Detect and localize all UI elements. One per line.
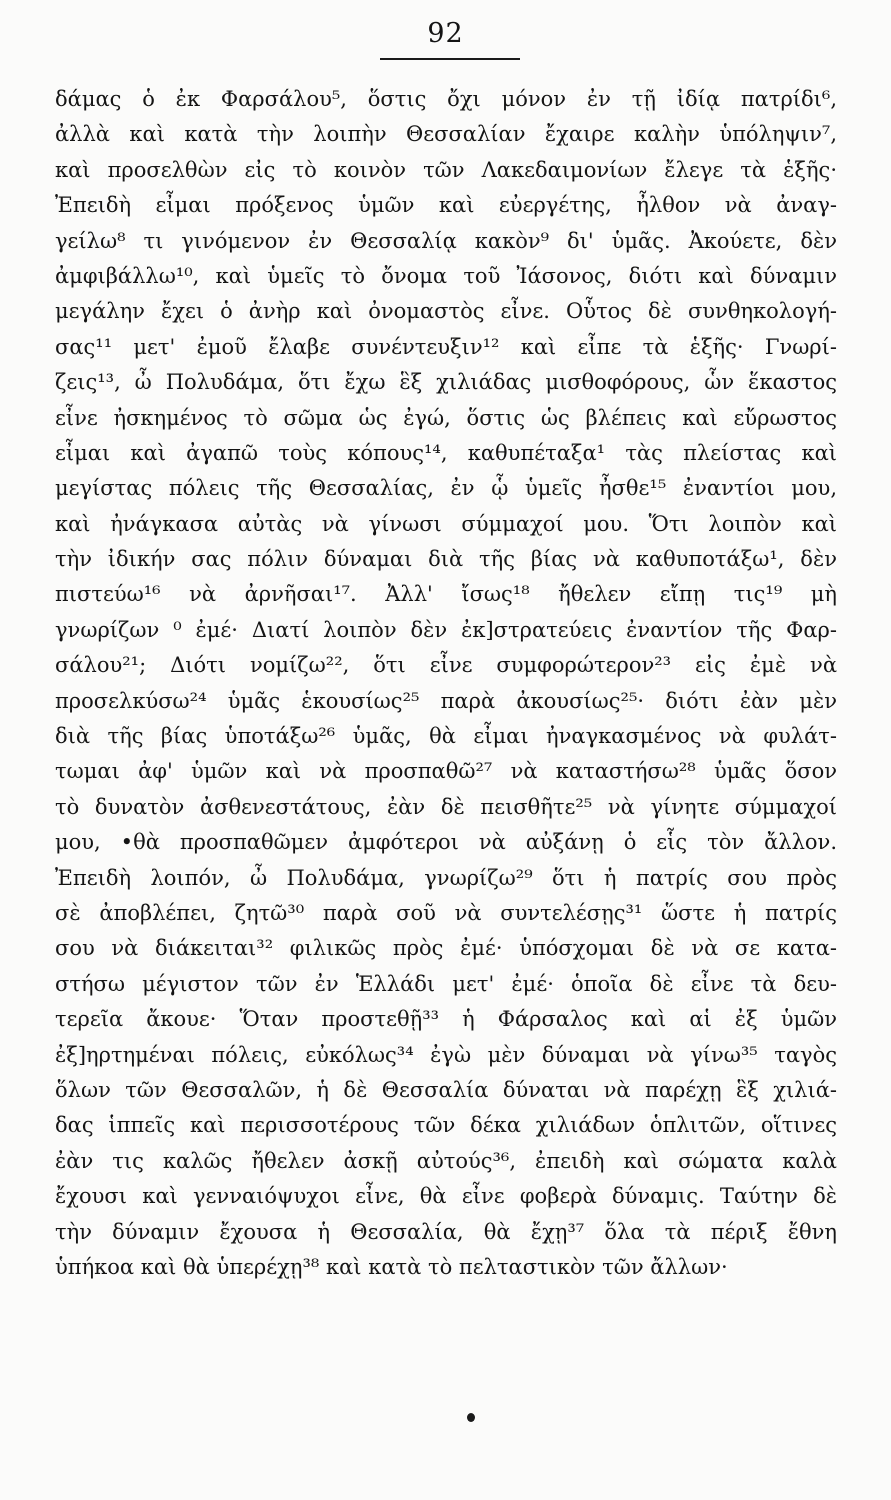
text-line: εἶνε ἠσκημένος τὸ σῶμα ὡς ἐγώ, ὅστις ὡς βλέπεις καὶ εὔρωστος [55,405,837,430]
text-line: καὶ ἠνάγκασα αὐτὰς νὰ γίνωσι σύμμαχοί μου. Ὅτι λοιπὸν καὶ [55,511,837,536]
text-line: σὲ ἀποβλέπει, ζητῶ³⁰ παρὰ σοῦ νὰ συντελέσῃς³¹ ὥστε ἡ πατρίς [55,900,837,925]
ink-dot [467,1413,475,1422]
page-number: 92 [427,18,464,49]
text-line: δας ἱππεῖς καὶ περισσοτέρους τῶν δέκα χιλιάδων ὁπλιτῶν, οἵτινες [55,1113,837,1138]
text-line: ὅλων τῶν Θεσσαλῶν, ἡ δὲ Θεσσαλία δύναται νὰ παρέχῃ ἓξ χιλιά- [55,1077,837,1102]
text-line: στήσω μέγιστον τῶν ἐν Ἑλλάδι μετ' ἐμέ· ὁποῖα δὲ εἶνε τὰ δευ- [55,971,837,996]
text-line: ἐξ]ηρτημέναι πόλεις, εὐκόλως³⁴ ἐγὼ μὲν δύναμαι νὰ γίνω³⁵ ταγὸς [55,1042,837,1067]
text-line: εἶμαι καὶ ἀγαπῶ τοὺς κόπους¹⁴, καθυπέταξα¹ τὰς πλείστας καὶ [55,440,837,465]
text-line: ὑπήκοα καὶ θὰ ὑπερέχῃ³⁸ καὶ κατὰ τὸ πελταστικὸν τῶν ἄλλων· [55,1254,728,1279]
text-line: σάλου²¹; Διότι νομίζω²², ὅτι εἶνε συμφορώτερον²³ εἰς ἐμὲ νὰ [55,653,837,678]
text-line: τὸ δυνατὸν ἀσθενεστάτους, ἐὰν δὲ πεισθῆτε²⁵ νὰ γίνητε σύμμαχοί [55,794,837,819]
text-line: μεγίστας πόλεις τῆς Θεσσαλίας, ἐν ᾧ ὑμεῖς ἦσθε¹⁵ ἐναντίοι μου, [55,476,837,501]
text-line: ἐὰν τις καλῶς ἤθελεν ἀσκῇ αὐτούς³⁶, ἐπειδὴ καὶ σώματα καλὰ [55,1148,837,1173]
text-line: δάμας ὁ ἐκ Φαρσάλου⁵, ὅστις ὄχι μόνον ἐν τῇ ἰδίᾳ πατρίδι⁶, [55,87,837,111]
text-line: μεγάλην ἔχει ὁ ἀνὴρ καὶ ὀνομαστὸς εἶνε. Οὗτος δὲ συνθηκολογή- [55,299,837,324]
text-line: Ἐπειδὴ λοιπόν, ὦ Πολυδάμα, γνωρίζω²⁹ ὅτι ἡ πατρίς σου πρὸς [55,865,837,890]
text-line: ἔχουσι καὶ γενναιόψυχοι εἶνε, θὰ εἶνε φοβερὰ δύναμις. Ταύτην δὲ [55,1184,837,1209]
text-line: διὰ τῆς βίας ὑποτάξω²⁶ ὑμᾶς, θὰ εἶμαι ἠναγκασμένος νὰ φυλάτ- [55,724,837,749]
text-line: τὴν ἰδικήν σας πόλιν δύναμαι διὰ τῆς βίας νὰ καθυποτάξω¹, δὲν [55,547,837,572]
text-line: ἀμφιβάλλω¹⁰, καὶ ὑμεῖς τὸ ὄνομα τοῦ Ἰάσονος, διότι καὶ δύναμιν [55,263,837,288]
text-line: τωμαι ἀφ' ὑμῶν καὶ νὰ προσπαθῶ²⁷ νὰ καταστήσω²⁸ ὑμᾶς ὅσον [55,759,837,784]
text-line: τερεῖα ἄκουε· Ὅταν προστεθῇ³³ ἡ Φάρσαλος καὶ αἱ ἐξ ὑμῶν [55,1007,837,1032]
text-line: καὶ προσελθὼν εἰς τὸ κοινὸν τῶν Λακεδαιμονίων ἔλεγε τὰ ἑξῆς· [55,157,837,182]
text-line: γνωρίζων ⁰ ἐμέ· Διατί λοιπὸν δὲν ἐκ]στρατεύεις ἐναντίον τῆς Φαρ- [55,617,837,642]
body-text [55,82,837,1285]
text-line: πιστεύω¹⁶ νὰ ἀρνῆσαι¹⁷. Ἀλλ' ἴσως¹⁸ ἤθελεν εἴπῃ τις¹⁹ μὴ [55,582,837,607]
text-line: ἀλλὰ καὶ κατὰ τὴν λοιπὴν Θεσσαλίαν ἔχαιρε καλὴν ὑπόληψιν⁷, [55,122,837,147]
text-line: Ἐπειδὴ εἶμαι πρόξενος ὑμῶν καὶ εὐεργέτης, ἦλθον νὰ ἀναγ- [55,193,837,218]
text-line: γείλω⁸ τι γινόμενον ἐν Θεσσαλίᾳ κακὸν⁹ δι' ὑμᾶς. Ἀκούετε, δὲν [55,228,837,253]
text-line: προσελκύσω²⁴ ὑμᾶς ἑκουσίως²⁵ παρὰ ἀκουσίως²⁵· διότι ἐὰν μὲν [55,688,837,713]
text-line: τὴν δύναμιν ἔχουσα ἡ Θεσσαλία, θὰ ἔχῃ³⁷ ὅλα τὰ πέριξ ἔθνη [55,1219,837,1244]
text-line: σου νὰ διάκειται³² φιλικῶς πρὸς ἐμέ· ὑπόσχομαι δὲ νὰ σε κατα- [55,936,837,961]
text-line: μου, •θὰ προσπαθῶμεν ἀμφότεροι νὰ αὐξάνῃ ὁ εἷς τὸν ἄλλον. [55,830,837,855]
text-line: ζεις¹³, ὦ Πολυδάμα, ὅτι ἔχω ἓξ χιλιάδας μισθοφόρους, ὧν ἕκαστος [55,370,837,395]
header-rule [380,58,520,60]
text-line: σας¹¹ μετ' ἐμοῦ ἔλαβε συνέντευξιν¹² καὶ εἶπε τὰ ἑξῆς· Γνωρί- [55,334,837,359]
